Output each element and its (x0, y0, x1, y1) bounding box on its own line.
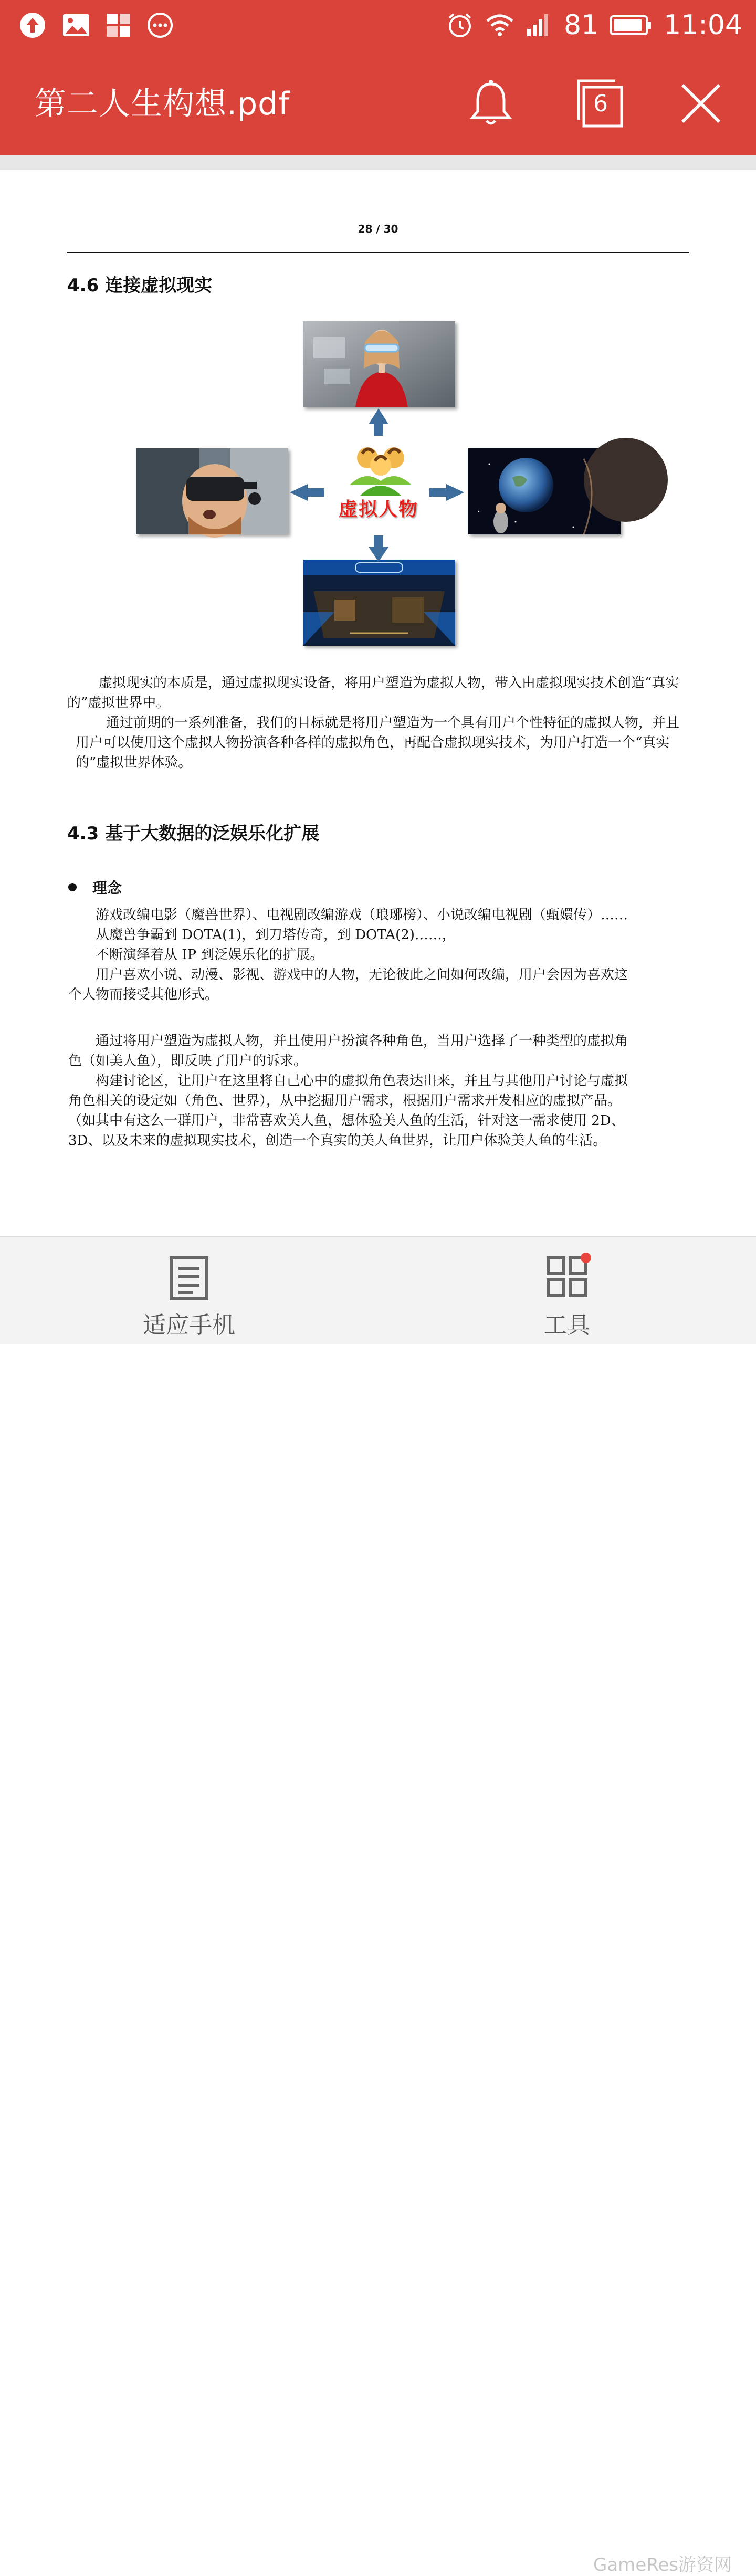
apps-grid-icon (106, 13, 131, 38)
text-line: （如其中有这么一群用户，非常喜欢美人鱼，想体验美人鱼的生活，针对这一需求使用 2D、 (68, 1113, 625, 1129)
upload-icon (19, 12, 46, 39)
pdf-page[interactable] (0, 170, 756, 1236)
clock-time: 11:04 (664, 9, 742, 41)
user-group-icon (350, 447, 412, 496)
system-status (446, 9, 742, 41)
notification-icons (19, 12, 173, 39)
app-header (0, 0, 756, 155)
cell-signal-icon (526, 13, 552, 37)
header-shadow (0, 155, 756, 170)
tools-button[interactable] (514, 1237, 620, 1345)
app-bar (0, 52, 756, 155)
alarm-icon (446, 12, 474, 39)
text-line: 通过将用户塑造为虚拟人物，并且使用户扮演各种角色，当用户选择了一种类型的虚拟角 (96, 1033, 628, 1049)
section-heading-4-3: 4.3 基于大数据的泛娱乐化扩展 (67, 823, 320, 844)
text-line: 从魔兽争霸到 DOTA(1)，到刀塔传奇，到 DOTA(2)……， (96, 927, 456, 943)
bullet-dot-icon (68, 883, 77, 891)
fit-phone-label: 适应手机 (143, 1312, 235, 1339)
text-line: 用户喜欢小说、动漫、影视、游戏中的人物，无论彼此之间如何改编，用户会因为喜欢这 (96, 967, 628, 983)
bullet-title: 理念 (92, 879, 122, 897)
text-line: 3D、以及未来的虚拟现实技术，创造一个真实的美人鱼世界，让用户体验美人鱼的生活。 (68, 1133, 607, 1149)
paragraph-vr-essence: 虚拟现实的本质是，通过虚拟现实设备，将用户塑造为虚拟人物，带入由虚拟现实技术创造“真实的”虚拟世界中。 (67, 675, 679, 711)
tools-label: 工具 (544, 1312, 590, 1339)
bell-icon (462, 75, 520, 132)
page-indicator: 28 / 30 (358, 223, 398, 235)
document-title: 第二人生构想.pdf (35, 86, 290, 122)
fit-phone-button[interactable] (121, 1237, 257, 1345)
status-bar (0, 0, 756, 52)
section-heading-4-6: 4.6 连接虚拟现实 (67, 275, 213, 296)
notification-button[interactable] (462, 75, 520, 132)
diagram-center-label: 虚拟人物 (338, 499, 418, 520)
tools-notification-dot (581, 1253, 591, 1263)
more-dots-icon (147, 12, 173, 38)
bullet-concept (68, 877, 122, 898)
battery-icon (610, 15, 652, 36)
text-line: 构建讨论区，让用户在这里将自己心中的虚拟角色表达出来，并且与其他用户讨论与虚拟 (96, 1073, 628, 1089)
text-line: 游戏改编电影（魔兽世界）、电视剧改编游戏（琅琊榜）、小说改编电视剧（甄嬛传）…… (96, 907, 628, 923)
text-line: 不断演绎着从 IP 到泛娱乐化的扩展。 (96, 947, 324, 963)
pages-badge: 6 (593, 90, 608, 117)
tools-grid-icon (546, 1256, 588, 1298)
document-lines-icon (169, 1256, 209, 1301)
text-line: 色（如美人鱼），即反映了用户的诉求。 (68, 1053, 308, 1069)
text-line: 角色相关的设定如（角色、世界），从中挖掘用户需求，根据用户需求开发相应的虚拟产品。 (68, 1093, 622, 1109)
signal-level-text: 81 (563, 9, 599, 41)
bottom-toolbar (0, 1236, 756, 2575)
paragraph-vr-goal: 通过前期的一系列准备，我们的目标就是将用户塑造为一个具有用户个性特征的虚拟人物，并且用户可以使用这个虚拟人物扮演各种各样的虚拟角色，再配合虚拟现实技术，为用户打造一个“真实的”虚拟世界体验。 (76, 715, 680, 771)
text-line: 个人物而接受其他形式。 (68, 987, 219, 1003)
wifi-icon (485, 14, 514, 37)
gallery-icon (62, 13, 90, 37)
close-button[interactable] (677, 80, 724, 127)
diagram-arrows (0, 170, 756, 695)
close-icon (677, 80, 724, 127)
watermark: GameRes游资网 (593, 2554, 732, 2575)
